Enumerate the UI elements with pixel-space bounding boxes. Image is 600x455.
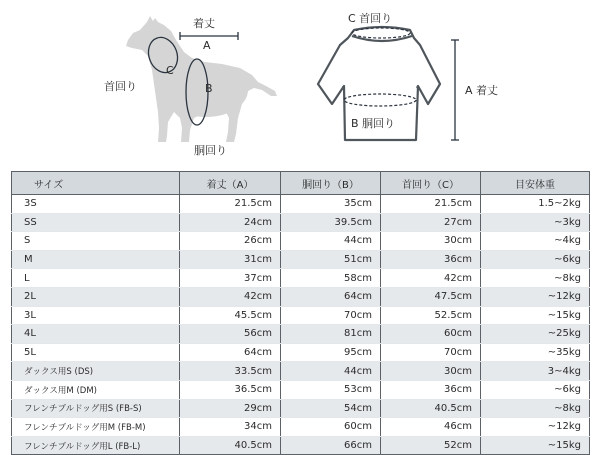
cell-weight: ~12kg	[481, 287, 590, 306]
table-row	[12, 250, 590, 269]
garment-length-label: A 着丈	[465, 84, 499, 97]
cell-length: 40.5cm	[180, 436, 281, 455]
cell-length: 45.5cm	[180, 306, 281, 325]
garment-chest-curve	[344, 94, 416, 106]
cell-neck: 52.5cm	[381, 306, 481, 325]
header-chest: 胴回り（B）	[281, 172, 381, 195]
table-row	[12, 418, 590, 437]
cell-neck: 30cm	[381, 362, 481, 381]
cell-chest: 44cm	[281, 362, 381, 381]
garment-chest-label: B 胴回り	[351, 117, 396, 130]
cell-weight: ~15kg	[481, 306, 590, 325]
cell-chest: 95cm	[281, 343, 381, 362]
table-row	[12, 343, 590, 362]
cell-chest: 35cm	[281, 195, 381, 214]
cell-chest: 81cm	[281, 325, 381, 344]
cell-weight: 1.5~2kg	[481, 195, 590, 214]
cell-chest: 58cm	[281, 269, 381, 288]
cell-length: 56cm	[180, 325, 281, 344]
dog-neck-label: 首回り	[104, 80, 137, 93]
table-row	[12, 380, 590, 399]
header-neck: 首回り（C）	[381, 172, 481, 195]
cell-neck: 42cm	[381, 269, 481, 288]
cell-length: 64cm	[180, 343, 281, 362]
dog-neck-letter: C	[166, 64, 174, 77]
cell-neck: 60cm	[381, 325, 481, 344]
measurement-diagrams	[0, 0, 600, 170]
cell-size: 2L	[12, 287, 180, 306]
cell-weight: ~6kg	[481, 250, 590, 269]
cell-length: 21.5cm	[180, 195, 281, 214]
cell-chest: 54cm	[281, 399, 381, 418]
cell-neck: 30cm	[381, 232, 481, 251]
cell-size: 3L	[12, 306, 180, 325]
garment-neck-label: C 首回り	[348, 12, 393, 25]
cell-length: 34cm	[180, 418, 281, 437]
cell-size: ダックス用S (DS)	[12, 362, 180, 381]
cell-chest: 70cm	[281, 306, 381, 325]
size-chart-table	[11, 171, 590, 455]
table-row	[12, 213, 590, 232]
dog-length-letter: A	[203, 39, 211, 52]
cell-neck: 36cm	[381, 380, 481, 399]
cell-chest: 39.5cm	[281, 213, 381, 232]
cell-size: 4L	[12, 325, 180, 344]
cell-neck: 47.5cm	[381, 287, 481, 306]
cell-size: SS	[12, 213, 180, 232]
cell-weight: ~25kg	[481, 325, 590, 344]
garment-diagram	[0, 0, 600, 170]
header-weight: 目安体重	[481, 172, 590, 195]
cell-weight: ~8kg	[481, 269, 590, 288]
table-row	[12, 195, 590, 214]
cell-weight: ~6kg	[481, 380, 590, 399]
cell-chest: 51cm	[281, 250, 381, 269]
cell-weight: 3~4kg	[481, 362, 590, 381]
cell-length: 31cm	[180, 250, 281, 269]
table-row	[12, 269, 590, 288]
cell-chest: 44cm	[281, 232, 381, 251]
cell-neck: 70cm	[381, 343, 481, 362]
header-length: 着丈（A）	[180, 172, 281, 195]
cell-neck: 21.5cm	[381, 195, 481, 214]
dog-length-label: 着丈	[193, 17, 215, 30]
cell-size: 3S	[12, 195, 180, 214]
table-row	[12, 436, 590, 455]
cell-length: 37cm	[180, 269, 281, 288]
cell-chest: 53cm	[281, 380, 381, 399]
dog-chest-letter: B	[205, 82, 213, 95]
cell-size: S	[12, 232, 180, 251]
cell-size: 5L	[12, 343, 180, 362]
cell-size: フレンチブルドッグ用L (FB-L)	[12, 436, 180, 455]
cell-size: フレンチブルドッグ用S (FB-S)	[12, 399, 180, 418]
cell-length: 42cm	[180, 287, 281, 306]
cell-weight: ~4kg	[481, 232, 590, 251]
cell-chest: 60cm	[281, 418, 381, 437]
cell-neck: 40.5cm	[381, 399, 481, 418]
cell-length: 26cm	[180, 232, 281, 251]
cell-weight: ~3kg	[481, 213, 590, 232]
table-body	[12, 195, 590, 455]
dog-chest-label: 胴回り	[194, 144, 227, 157]
cell-length: 29cm	[180, 399, 281, 418]
cell-chest: 66cm	[281, 436, 381, 455]
cell-neck: 52cm	[381, 436, 481, 455]
cell-neck: 36cm	[381, 250, 481, 269]
cell-weight: ~15kg	[481, 436, 590, 455]
table-row	[12, 306, 590, 325]
cell-weight: ~12kg	[481, 418, 590, 437]
cell-size: ダックス用M (DM)	[12, 380, 180, 399]
table-row	[12, 232, 590, 251]
cell-chest: 64cm	[281, 287, 381, 306]
cell-length: 24cm	[180, 213, 281, 232]
table-row	[12, 362, 590, 381]
cell-size: フレンチブルドッグ用M (FB-M)	[12, 418, 180, 437]
cell-length: 33.5cm	[180, 362, 281, 381]
cell-size: M	[12, 250, 180, 269]
header-size: サイズ	[12, 172, 180, 195]
cell-neck: 46cm	[381, 418, 481, 437]
cell-length: 36.5cm	[180, 380, 281, 399]
table-header-row	[12, 172, 590, 195]
cell-size: L	[12, 269, 180, 288]
cell-weight: ~8kg	[481, 399, 590, 418]
table-row	[12, 399, 590, 418]
cell-weight: ~35kg	[481, 343, 590, 362]
table-row	[12, 287, 590, 306]
table-row	[12, 325, 590, 344]
cell-neck: 27cm	[381, 213, 481, 232]
